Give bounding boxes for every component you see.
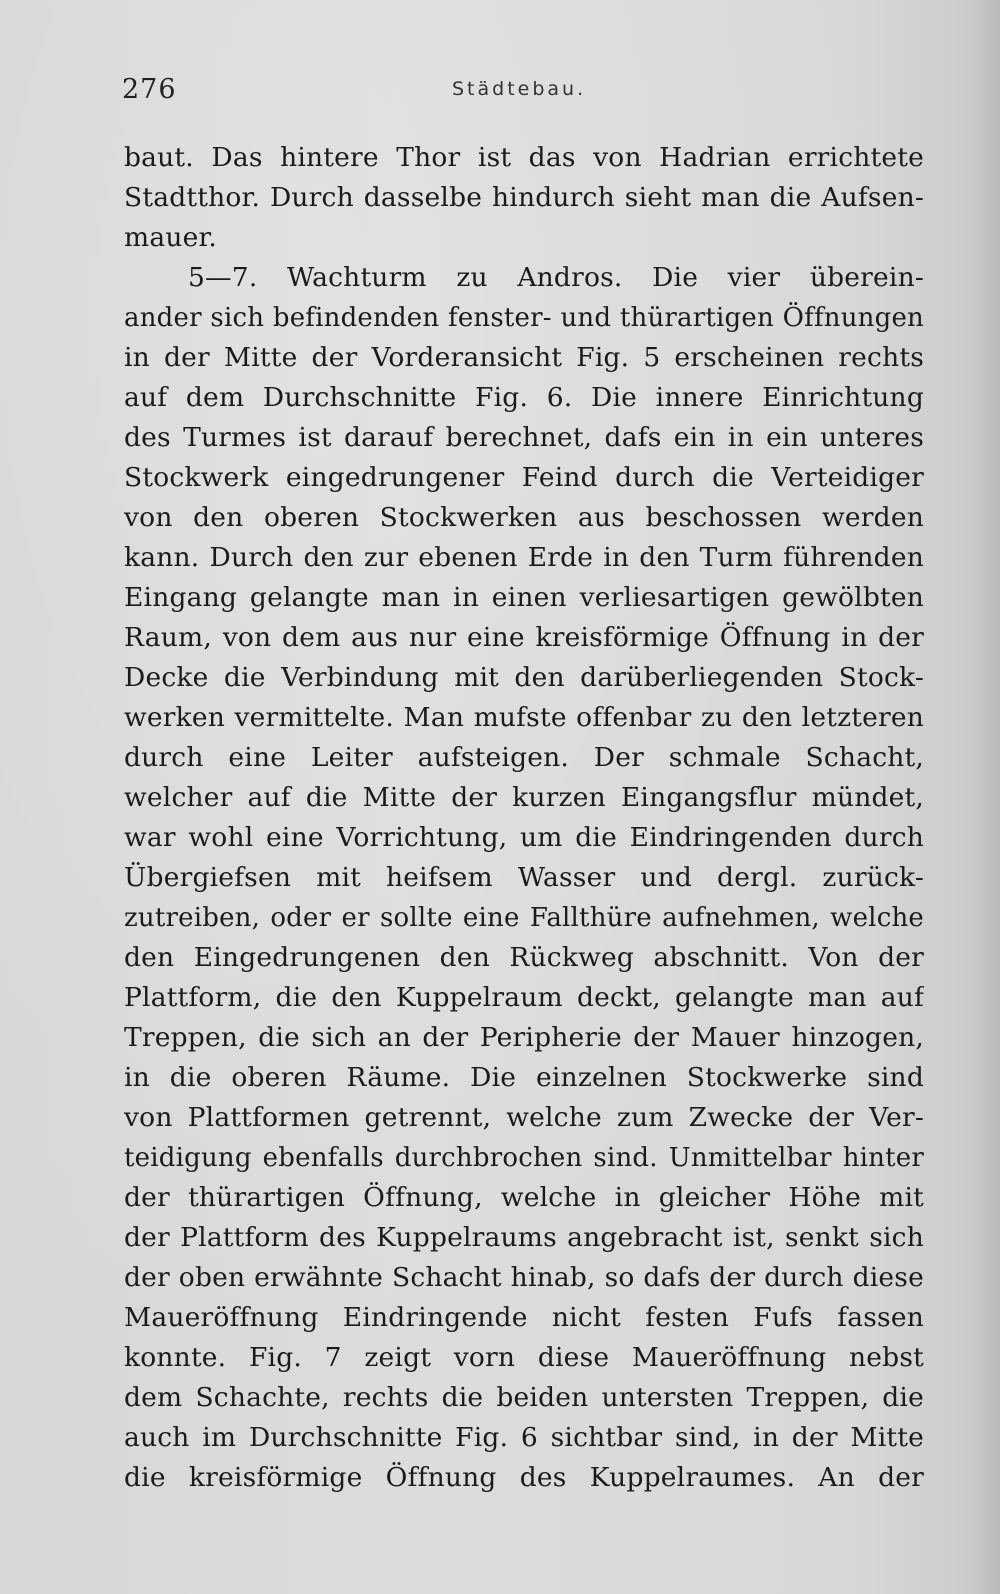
text-line: welcher auf die Mitte der kurzen Eingangsflur mündet,: [124, 782, 924, 813]
text-line: zutreiben, oder er sollte eine Fallthüre aufnehmen, welche: [124, 903, 924, 933]
text-line: Stadtthor. Durch dasselbe hindurch sieht man die Aufsen-: [124, 182, 924, 213]
text-line: auch im Durchschnitte Fig. 6 sichtbar sind, in der Mitte: [124, 1422, 924, 1453]
text-line: baut. Das hintere Thor ist das von Hadrian errichtete: [124, 142, 924, 173]
text-line: der Plattform des Kuppelraums angebracht ist, senkt sich: [124, 1222, 924, 1253]
text-line: die kreisförmige Öffnung des Kuppelraumes. An der: [124, 1462, 924, 1493]
page-edge-shadow: [966, 0, 1000, 1594]
text-line: Eingang gelangte man in einen verliesartigen gewölbten: [124, 582, 924, 613]
text-line: der oben erwähnte Schacht hinab, so dafs der durch diese: [124, 1262, 924, 1293]
text-line: teidigung ebenfalls durchbrochen sind. Unmittelbar hinter: [124, 1143, 924, 1173]
body-text: [124, 138, 924, 1498]
text-line: war wohl eine Vorrichtung, um die Eindringenden durch: [124, 822, 924, 853]
text-line: Stockwerk eingedrungener Feind durch die Verteidiger: [124, 462, 924, 493]
text-line: Decke die Verbindung mit den darüberliegenden Stock-: [124, 662, 924, 693]
text-line: auf dem Durchschnitte Fig. 6. Die innere Einrichtung: [124, 382, 924, 413]
text-line: von Plattformen getrennt, welche zum Zwecke der Ver-: [124, 1102, 924, 1133]
running-head: Städtebau.: [452, 78, 587, 100]
text-line: der thürartigen Öffnung, welche in gleicher Höhe mit: [124, 1182, 924, 1213]
text-line: Plattform, die den Kuppelraum deckt, gelangte man auf: [124, 982, 924, 1013]
text-line: in die oberen Räume. Die einzelnen Stockwerke sind: [124, 1062, 924, 1093]
page-number: 276: [122, 74, 177, 105]
text-line: von den oberen Stockwerken aus beschossen werden: [124, 502, 924, 533]
text-line: Übergiefsen mit heifsem Wasser und dergl. zurück-: [124, 862, 924, 893]
text-line: kann. Durch den zur ebenen Erde in den Turm führenden: [124, 542, 924, 573]
text-line: werken vermittelte. Man mufste offenbar zu den letzteren: [124, 702, 924, 733]
text-line: in der Mitte der Vorderansicht Fig. 5 erscheinen rechts: [124, 342, 924, 373]
text-line: Raum, von dem aus nur eine kreisförmige Öffnung in der: [124, 622, 924, 653]
text-line: den Eingedrungenen den Rückweg abschnitt. Von der: [124, 942, 924, 973]
text-line-section-start: 5—7. Wachturm zu Andros. Die vier überein-: [188, 262, 924, 293]
text-line: dem Schachte, rechts die beiden untersten Treppen, die: [124, 1382, 924, 1413]
text-line: durch eine Leiter aufsteigen. Der schmale Schacht,: [124, 742, 924, 773]
text-line: mauer.: [124, 222, 218, 253]
page-header: [122, 70, 934, 110]
text-line: des Turmes ist darauf berechnet, dafs ein in ein unteres: [124, 422, 924, 453]
text-line: Maueröffnung Eindringende nicht festen Fufs fassen: [124, 1302, 924, 1333]
text-line: Treppen, die sich an der Peripherie der Mauer hinzogen,: [124, 1022, 924, 1053]
text-line: konnte. Fig. 7 zeigt vorn diese Maueröffnung nebst: [124, 1342, 924, 1373]
text-line: ander sich befindenden fenster- und thürartigen Öffnungen: [124, 303, 924, 333]
